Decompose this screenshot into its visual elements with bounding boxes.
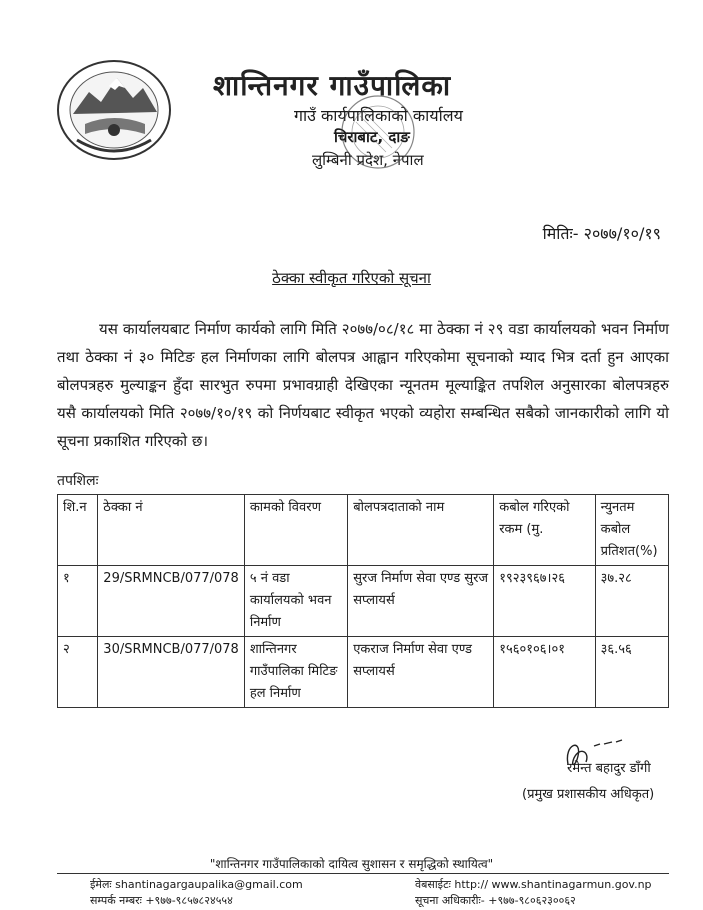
cell-bidder-name: एकराज निर्माण सेवा एण्ड सप्लायर्स [348,637,494,708]
footer-website: वेबसाईटः http:// www.shantinagarmun.gov.np [415,878,652,891]
cell-serial: २ [58,637,98,708]
cell-work-description: शान्तिनगर गाउँपालिका मिटिङ हल निर्माण [244,637,347,708]
cell-bid-amount: १५६०१०६।०१ [494,637,595,708]
footer-phone: सम्पर्क नम्बरः +९७७-९८५७८२४५५४ [90,894,233,907]
footer-email: ईमेलः shantinagargaupalika@gmail.com [90,878,303,891]
header-min-bid-percent: न्युनतम कबोल प्रतिशत(%) [595,495,668,566]
notice-date: मितिः- २०७७/१०/१९ [542,224,661,243]
cell-work-description: ५ नं वडा कार्यालयको भवन निर्माण [244,566,347,637]
footer-divider [57,873,669,874]
nepal-government-emblem-icon [55,58,173,162]
header-serial: शि.न [58,495,98,566]
office-address: लुम्बिनी प्रदेश, नेपाल [312,151,424,169]
cell-min-bid-percent: ३६.५६ [595,637,668,708]
header-bid-amount: कबोल गरिएको रकम (मु. [494,495,595,566]
header-contract-no: ठेक्का नं [98,495,245,566]
details-label: तपशिलः [57,473,99,489]
table-row [58,637,669,708]
cell-serial: १ [58,566,98,637]
header-work-description: कामको विवरण [244,495,347,566]
cell-bid-amount: १९२३९६७।२६ [494,566,595,637]
footer-info-officer: सूचना अधिकारीः- +९७७-९८०६२३००६२ [415,894,576,907]
footer-slogan: "शान्तिनगर गाउँपालिकाको दायित्व सुशासन र समृद्धिको स्थायित्व" [209,857,494,871]
cell-min-bid-percent: ३७.२८ [595,566,668,637]
notice-subject: ठेक्का स्वीकृत गरिएको सूचना [272,269,431,287]
signer-name: रमेन्त बहादुर डाँगी [567,761,651,776]
contract-table [57,494,669,708]
header-bidder-name: बोलपत्रदाताको नाम [348,495,494,566]
cell-contract-no: 29/SRMNCB/077/078 [98,566,245,637]
notice-body: यस कार्यालयबाट निर्माण कार्यको लागि मिति २०७७/०८/१८ मा ठेक्का नं २९ वडा कार्यालयको भवन निर्माण तथा ठेक्का नं ३० मिटिङ हल निर्माणका लागि बोलपत्र आह्वान गरिएकोमा सूचनाको म्याद भित्र दर्ता हुन आएका बोलपत्रहरु मुल्याङ्कन हुँदा सारभुत रुपमा प्रभावग्राही देखिएका न्यूनतम मूल्याङ्कित तपशिल अनुसारका बोलपत्रहरु यसै कार्यालयको मिति २०७७/१०/१९ को निर्णयबाट स्वीकृत भएको व्यहोरा सम्बन्धित सबैको जानकारीको लागि यो सूचना प्रकाशित गरिएको छ। [57,320,669,450]
office-place: चिराबाट, दाङ [334,128,410,146]
table-row [58,566,669,637]
official-stamp-icon [330,82,440,182]
cell-contract-no: 30/SRMNCB/077/078 [98,637,245,708]
organization-name: शान्तिनगर गाउँपालिका [213,69,452,102]
office-name: गाउँ कार्यपालिकाको कार्यालय [294,106,463,125]
signer-title: (प्रमुख प्रशासकीय अधिकृत) [522,787,655,802]
cell-bidder-name: सुरज निर्माण सेवा एण्ड सुरज सप्लायर्स [348,566,494,637]
table-header-row [58,495,669,566]
